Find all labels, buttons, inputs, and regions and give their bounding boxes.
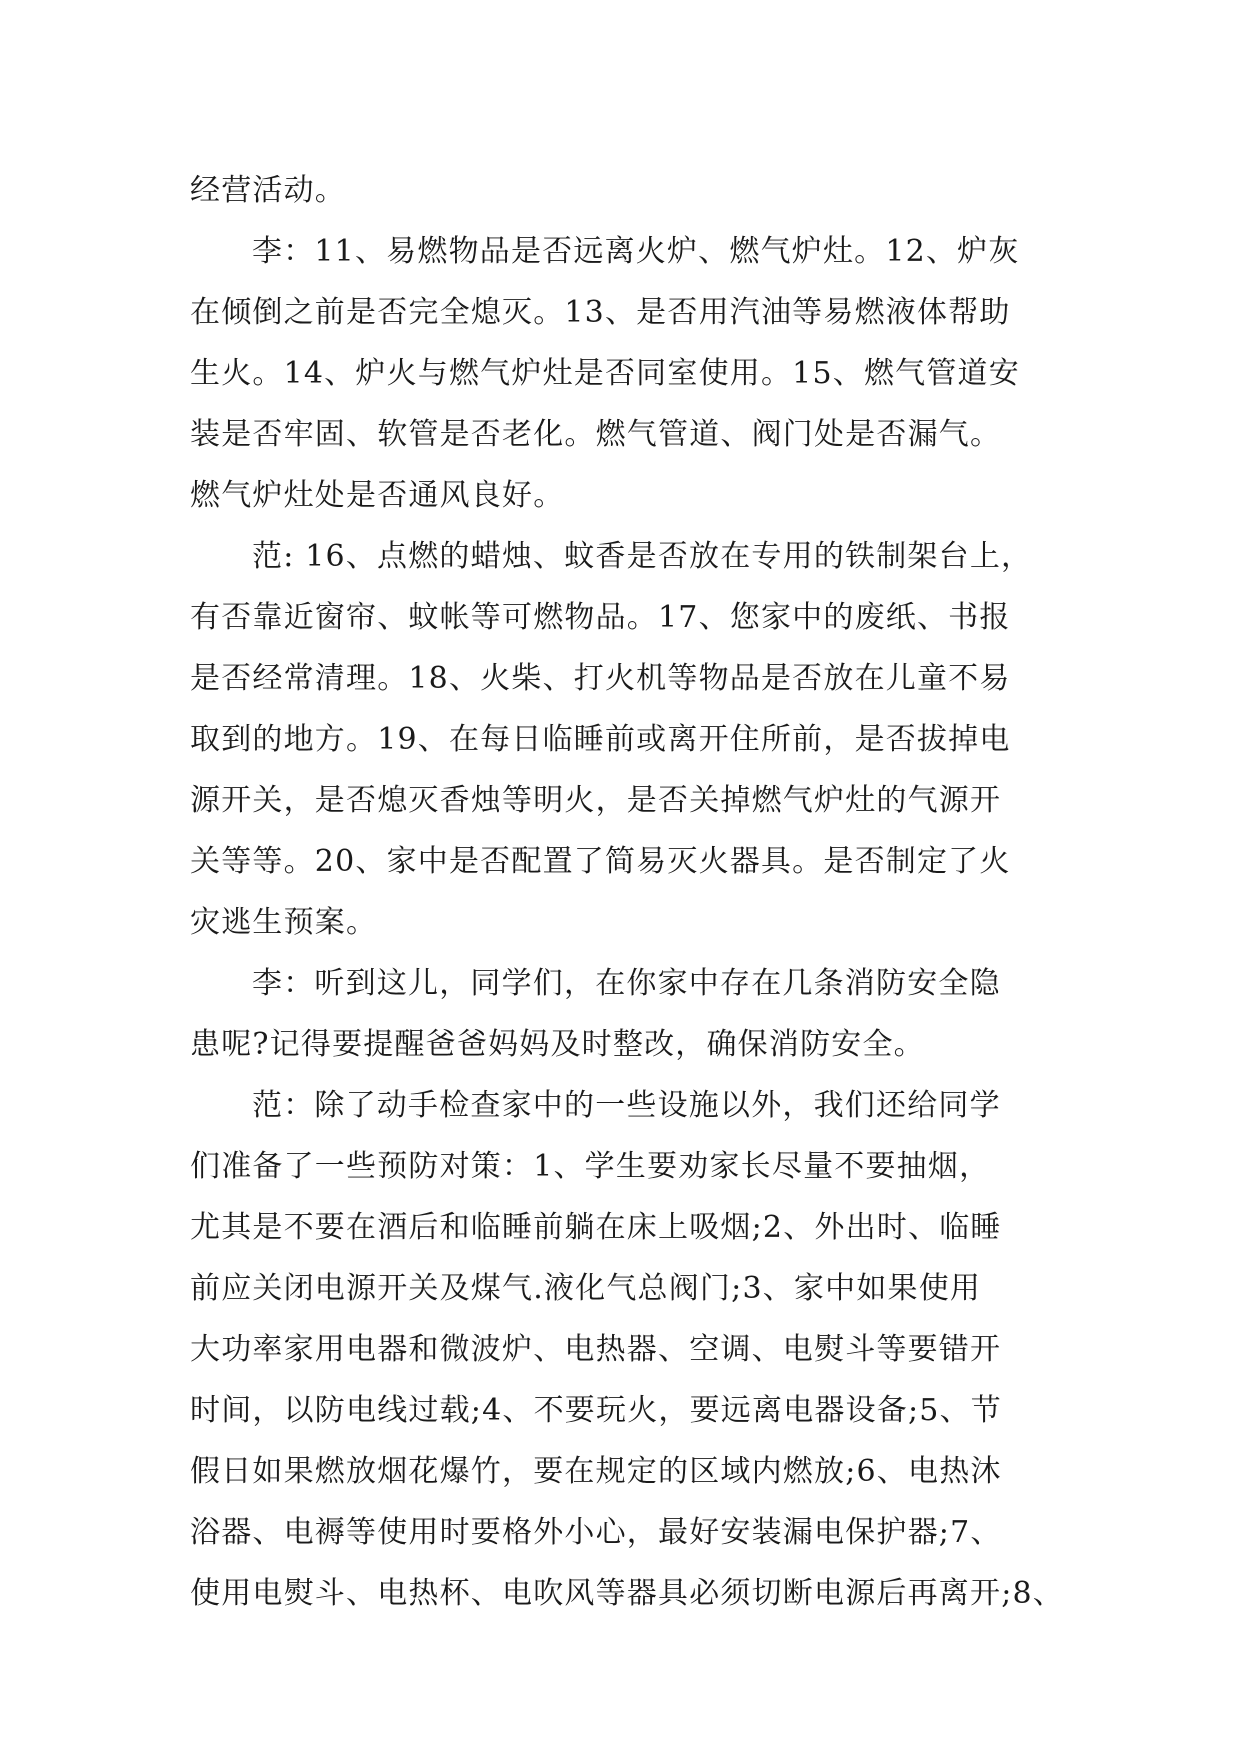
text-line: 假日如果燃放烟花爆竹，要在规定的区域内燃放;6、电热沐 — [190, 1454, 1002, 1489]
text-line: 时间，以防电线过载;4、不要玩火，要远离电器设备;5、节 — [190, 1393, 1002, 1428]
text-line: 患呢?记得要提醒爸爸妈妈及时整改，确保消防安全。 — [190, 1027, 925, 1062]
text-line: 使用电熨斗、电热杯、电吹风等器具必须切断电源后再离开;8、 — [190, 1576, 1064, 1611]
text-line: 生火。14、炉火与燃气炉灶是否同室使用。15、燃气管道安 — [190, 356, 1020, 391]
text-line: 经营活动。 — [190, 173, 346, 208]
text-line: 范：除了动手检查家中的一些设施以外，我们还给同学 — [252, 1088, 1001, 1123]
text-line: 燃气炉灶处是否通风良好。 — [190, 478, 565, 513]
text-line: 尤其是不要在酒后和临睡前躺在床上吸烟;2、外出时、临睡 — [190, 1210, 1002, 1245]
text-line: 大功率家用电器和微波炉、电热器、空调、电熨斗等要错开 — [190, 1332, 1002, 1367]
text-line: 取到的地方。19、在每日临睡前或离开住所前，是否拔掉电 — [190, 722, 1011, 757]
text-line: 装是否牢固、软管是否老化。燃气管道、阀门处是否漏气。 — [190, 417, 1002, 452]
text-line: 范: 16、点燃的蜡烛、蚊香是否放在专用的铁制架台上， — [252, 539, 1033, 574]
text-line: 们准备了一些预防对策：1、学生要劝家长尽量不要抽烟， — [190, 1149, 991, 1184]
text-line: 源开关，是否熄灭香烛等明火，是否关掉燃气炉灶的气源开 — [190, 783, 1002, 818]
text-line: 李：听到这儿，同学们，在你家中存在几条消防安全隐 — [252, 966, 1001, 1001]
text-line: 有否靠近窗帘、蚊帐等可燃物品。17、您家中的废纸、书报 — [190, 600, 1011, 635]
document-body — [190, 160, 1070, 1624]
text-line: 是否经常清理。18、火柴、打火机等物品是否放在儿童不易 — [190, 661, 1011, 696]
text-line: 在倾倒之前是否完全熄灭。13、是否用汽油等易燃液体帮助 — [190, 295, 1011, 330]
text-line: 前应关闭电源开关及煤气.液化气总阀门;3、家中如果使用 — [190, 1271, 982, 1306]
text-line: 浴器、电褥等使用时要格外小心，最好安装漏电保护器;7、 — [190, 1515, 1002, 1550]
text-line: 关等等。20、家中是否配置了简易灭火器具。是否制定了火 — [190, 844, 1011, 879]
text-line: 灾逃生预案。 — [190, 905, 378, 940]
text-line: 李：11、易燃物品是否远离火炉、燃气炉灶。12、炉灰 — [252, 234, 1020, 269]
